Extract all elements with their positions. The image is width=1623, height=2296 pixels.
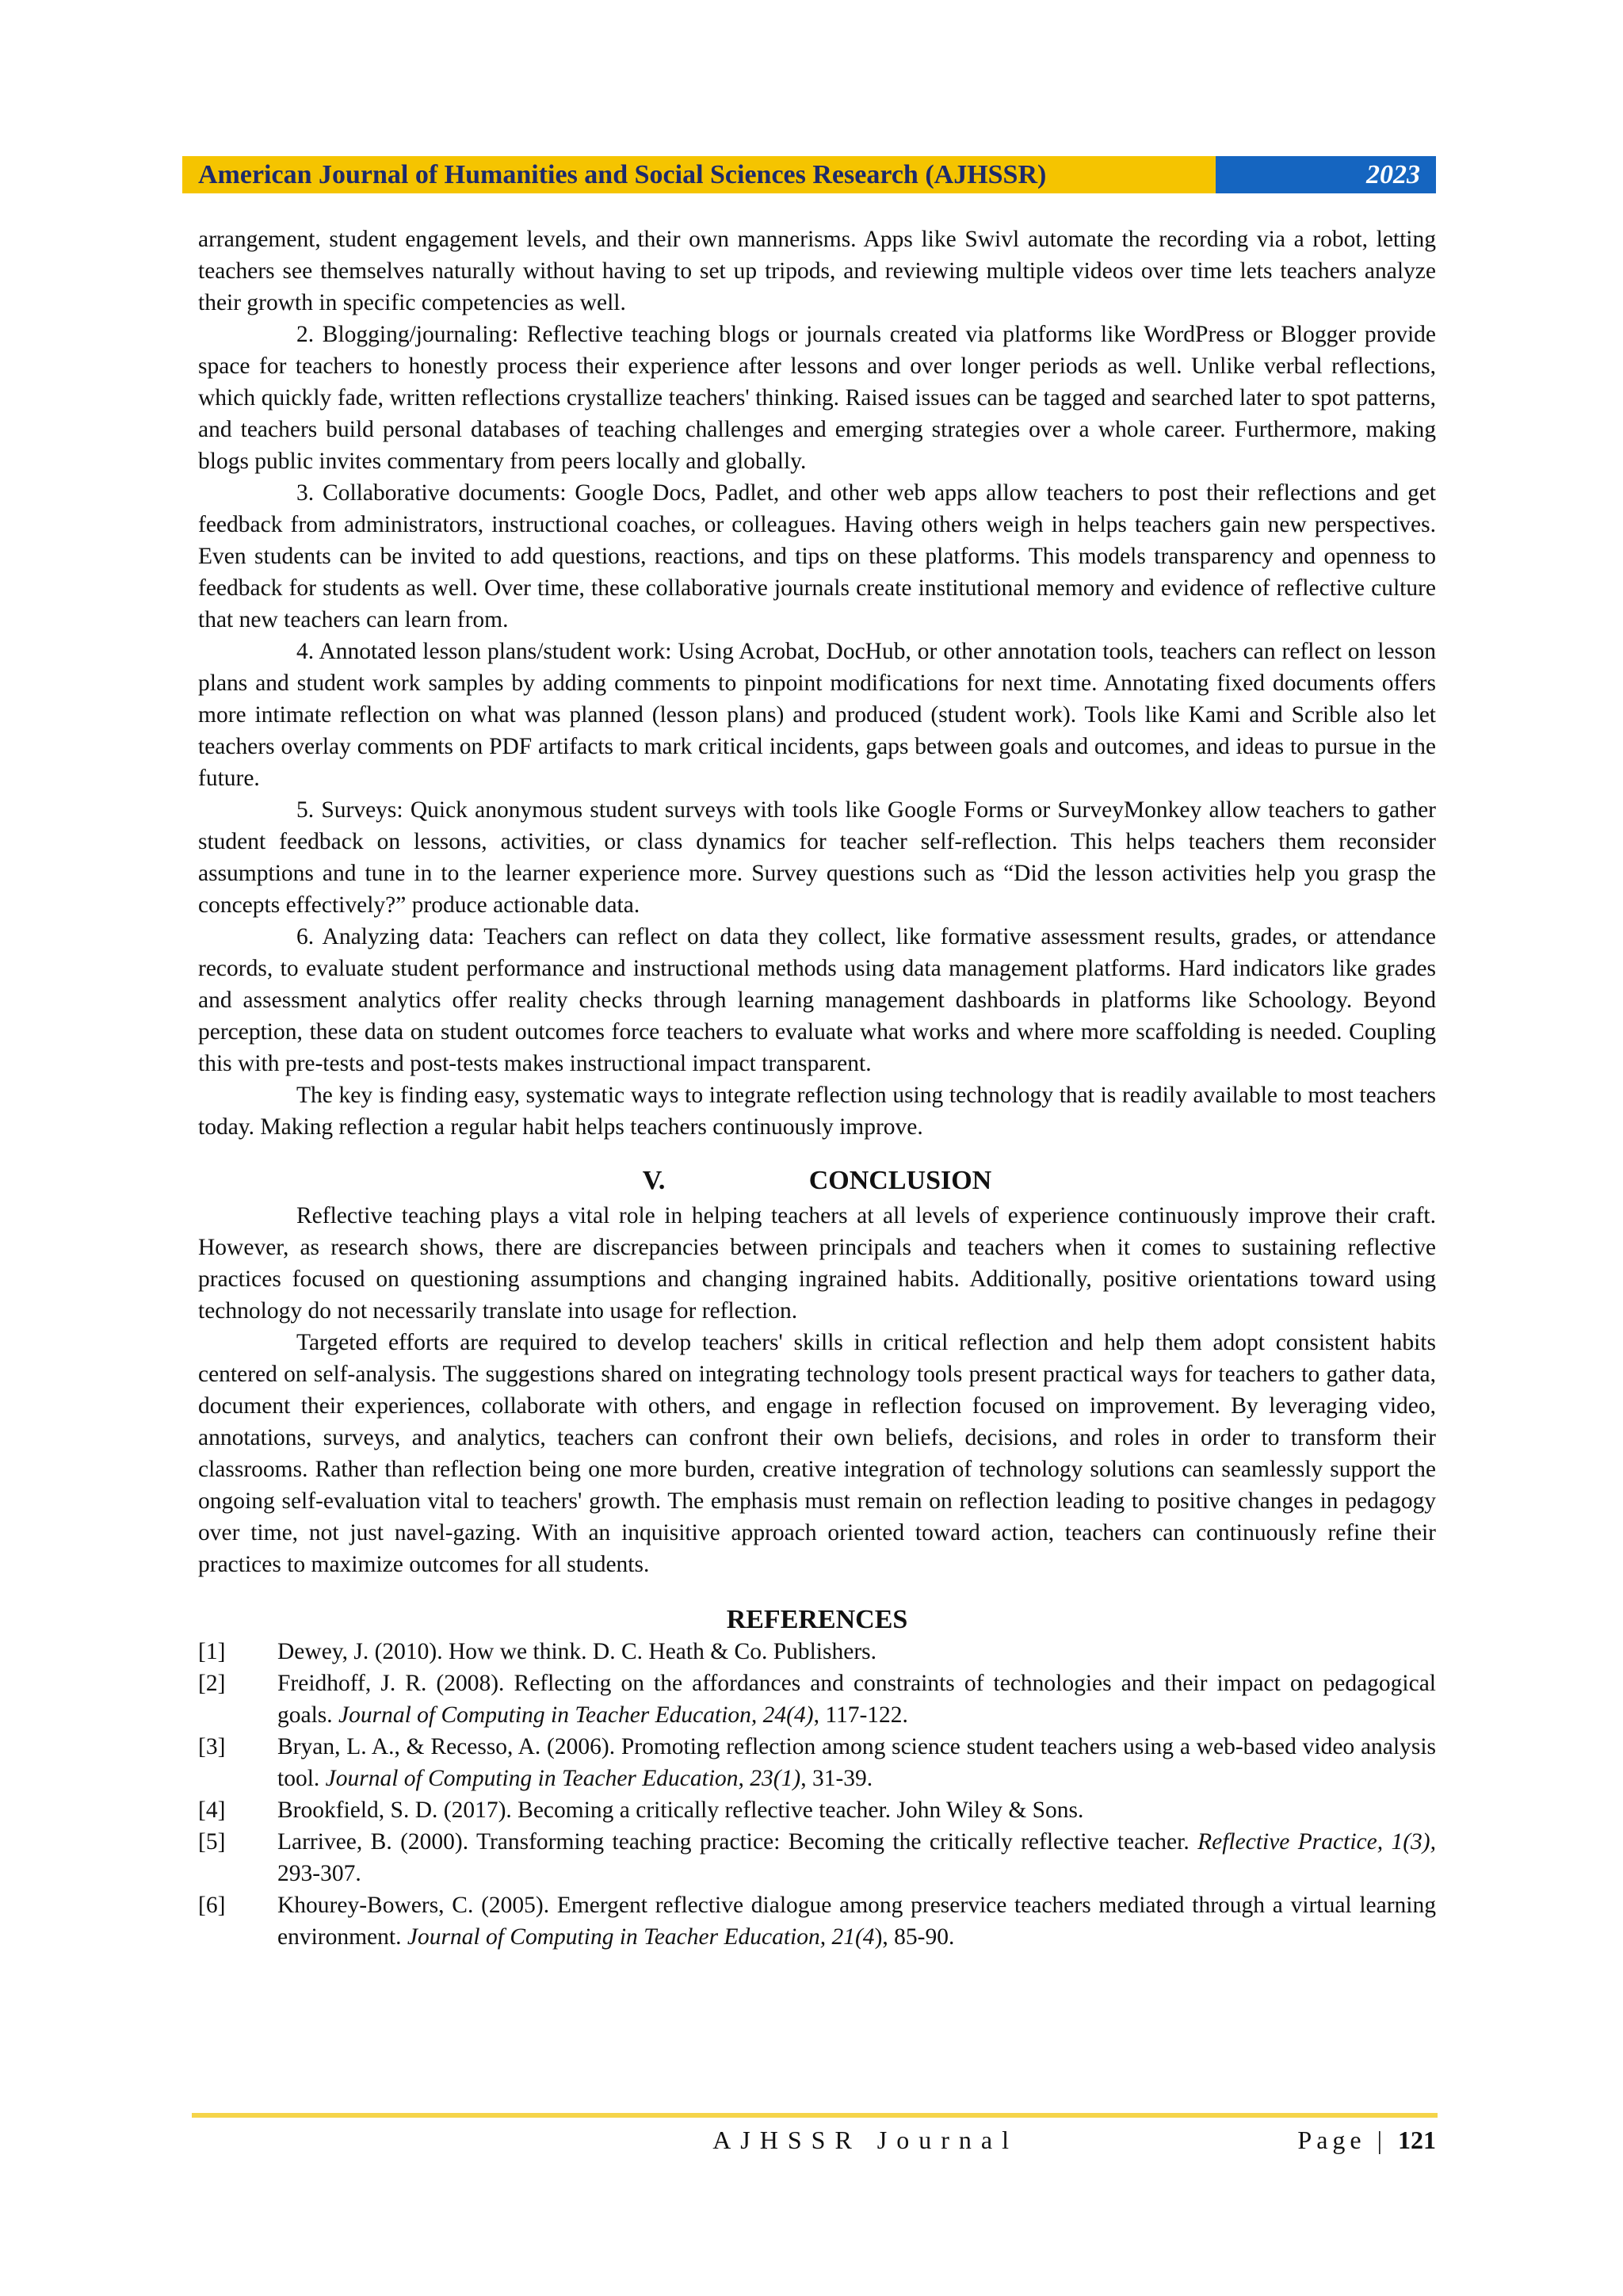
journal-title: American Journal of Humanities and Social Sciences Research (AJHSSR) [182, 156, 1216, 193]
reference-item [198, 1889, 1436, 1953]
section-number: V. [642, 1166, 666, 1195]
reference-number: [5] [198, 1829, 226, 1855]
page-number: 121 [1398, 2126, 1436, 2154]
page-content [198, 223, 1436, 1953]
section-title: CONCLUSION [808, 1166, 992, 1195]
body-paragraph: 2. Blogging/journaling: Reflective teaching blogs or journals created via platforms like WordPress or Blogger provide space for teachers to honestly process their experience after lessons and over longer periods as well. Unlike verbal reflections, which quickly fade, written reflections crystallize teachers' thinking. Raised issues can be tagged and searched later to spot patterns, and teachers build personal databases of teaching challenges and emerging strategies over a whole career. Furthermore, making blogs public invites commentary from peers locally and globally. [198, 322, 1436, 474]
reference-number: [3] [198, 1734, 226, 1759]
body-paragraph: 6. Analyzing data: Teachers can reflect on data they collect, like formative assessment results, grades, or attendance records, to evaluate student performance and instructional methods using data management platforms. Hard indicators like grades and assessment analytics offer reality checks through learning management dashboards in platforms like Schoology. Beyond perception, these data on student outcomes force teachers to evaluate what works and where more scaffolding is needed. Coupling this with pre-tests and post-tests makes instructional impact transparent. [198, 924, 1436, 1076]
body-paragraph: 5. Surveys: Quick anonymous student surveys with tools like Google Forms or SurveyMonkey allow teachers to gather student feedback on lessons, activities, or class dynamics for teacher self-reflection. This helps teachers them reconsider assumptions and tune in to the learner experience more. Survey questions such as “Did the lesson activities help you grasp the concepts effectively?” produce actionable data. [198, 797, 1436, 918]
conclusion-paragraph: Targeted efforts are required to develop teachers' skills in critical reflection and help them adopt consistent habits centered on self-analysis. The suggestions shared on integrating technology tools present practical ways for teachers to gather data, document their experiences, collaborate with others, and engage in reflection focused on improvement. By leveraging video, annotations, surveys, and analytics, teachers can confront their own beliefs, decisions, and roles in order to transform their classrooms. Rather than reflection being one more burden, creative integration of technology solutions can seamlessly support the ongoing self-evaluation vital to teachers' growth. The emphasis must remain on reflection leading to positive changes in pedagogy over time, not just navel-gazing. With an inquisitive approach oriented toward action, teachers can continuously refine their practices to maximize outcomes for all students. [198, 1330, 1436, 1577]
reference-item [198, 1826, 1436, 1889]
reference-text: Freidhoff, J. R. (2008). Reflecting on the affordances and constraints of technologies and their impact on pedagogical goals. Journal of Computing in Teacher Education, 24(4), 117-122. [277, 1671, 1436, 1728]
journal-header [182, 156, 1436, 193]
reference-number: [2] [198, 1671, 226, 1696]
reference-text: Brookfield, S. D. (2017). Becoming a critically reflective teacher. John Wiley & Sons. [277, 1797, 1084, 1823]
journal-year: 2023 [1216, 156, 1436, 193]
reference-text: Dewey, J. (2010). How we think. D. C. Heath & Co. Publishers. [277, 1639, 876, 1664]
reference-item [198, 1794, 1436, 1826]
conclusion-heading [198, 1163, 1436, 1198]
page-label: Page | [1297, 2126, 1387, 2154]
footer-journal: AJHSSR Journal [712, 2126, 1018, 2154]
reference-text: Larrivee, B. (2000). Transforming teaching practice: Becoming the critically reflective teacher. Reflective Practice, 1(3), 293-307. [277, 1829, 1436, 1886]
body-paragraph: 4. Annotated lesson plans/student work: Using Acrobat, DocHub, or other annotation tools, teachers can reflect on lesson plans and student work samples by adding comments to pinpoint modifications for next time. Annotating fixed documents offers more intimate reflection on what was planned (lesson plans) and produced (student work). Tools like Kami and Scrible also let teachers overlay comments on PDF artifacts to mark critical incidents, gaps between goals and outcomes, and ideas to pursue in the future. [198, 639, 1436, 791]
body-paragraph: The key is finding easy, systematic ways to integrate reflection using technology that is readily available to most teachers today. Making reflection a regular habit helps teachers continuously improve. [198, 1083, 1436, 1140]
conclusion-paragraph: Reflective teaching plays a vital role in helping teachers at all levels of experience continuously improve their craft. However, as research shows, there are discrepancies between principals and teachers when it comes to sustaining reflective practices focused on questioning assumptions and changing ingrained habits. Additionally, positive orientations toward using technology do not necessarily translate into usage for reflection. [198, 1203, 1436, 1324]
reference-number: [4] [198, 1797, 226, 1823]
reference-text: Khourey-Bowers, C. (2005). Emergent reflective dialogue among preservice teachers mediated through a virtual learning environment. Journal of Computing in Teacher Education, 21(4), 85-90. [277, 1893, 1436, 1950]
reference-list [198, 1636, 1436, 1953]
reference-number: [1] [198, 1639, 226, 1664]
reference-number: [6] [198, 1893, 226, 1918]
footer-rule [192, 2113, 1438, 2118]
footer-page [1297, 2126, 1436, 2155]
reference-item [198, 1668, 1436, 1731]
body-paragraph: 3. Collaborative documents: Google Docs, Padlet, and other web apps allow teachers to post their reflections and get feedback from administrators, instructional coaches, or colleagues. Having others weigh in helps teachers gain new perspectives. Even students can be invited to add questions, reactions, and tips on these platforms. This models transparency and openness to feedback for students as well. Over time, these collaborative journals create institutional memory and evidence of reflective culture that new teachers can learn from. [198, 480, 1436, 632]
references-heading: REFERENCES [726, 1605, 908, 1634]
reference-item [198, 1636, 1436, 1668]
reference-text: Bryan, L. A., & Recesso, A. (2006). Promoting reflection among science student teachers using a web-based video analysis tool. Journal of Computing in Teacher Education, 23(1), 31-39. [277, 1734, 1436, 1791]
body-paragraph: arrangement, student engagement levels, and their own mannerisms. Apps like Swivl automate the recording via a robot, letting teachers see themselves naturally without having to set up tripods, and reviewing multiple videos over time lets teachers analyze their growth in specific competencies as well. [198, 227, 1436, 315]
reference-item [198, 1731, 1436, 1794]
